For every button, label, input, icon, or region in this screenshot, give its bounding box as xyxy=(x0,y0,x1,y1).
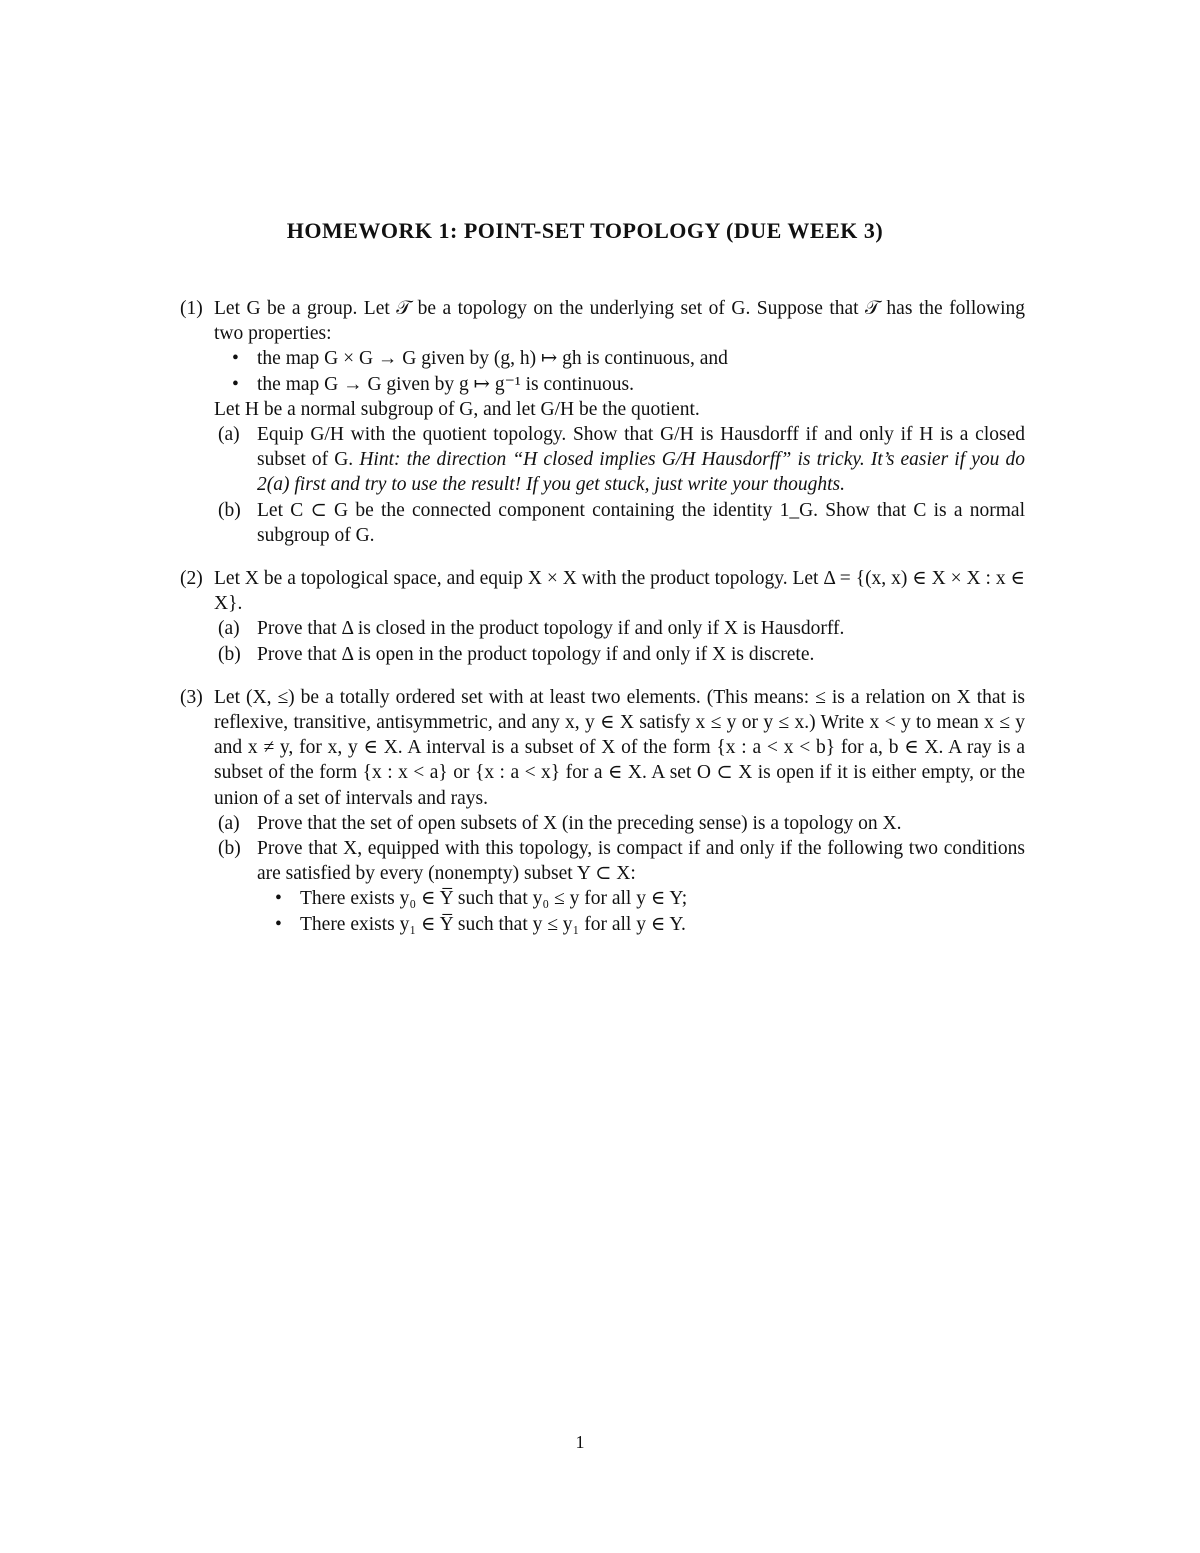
problem-body xyxy=(214,685,1025,937)
problem-intro: Let X be a topological space, and equip X × X with the product topology. Let Δ = {(x, x) ∈ X × X : x ∈ X}. xyxy=(214,568,1025,615)
list-item: • the map G → G given by g ↦ g⁻¹ is continuous. xyxy=(214,372,1025,397)
part-statement: Equip G/H with the quotient topology. Show that G/H is Hausdorff if and only if H is a closed subset of G. xyxy=(257,424,1025,471)
problem-intro: Let G be a group. Let 𝒯 be a topology on the underlying set of G. Suppose that 𝒯 has the following two properties: xyxy=(214,298,1025,345)
part-b xyxy=(214,642,1025,667)
problem-1 xyxy=(180,296,1025,548)
part-text: Prove that Δ is closed in the product topology if and only if X is Hausdorff. xyxy=(257,618,845,640)
part-a xyxy=(214,811,1025,836)
part-label: (b) xyxy=(218,838,241,860)
part-a xyxy=(214,422,1025,498)
part-b xyxy=(214,836,1025,937)
part-label: (b) xyxy=(218,643,241,665)
part-statement: Prove that X, equipped with this topology, is compact if and only if the following two conditions are satisfied by every (nonempty) subset Y ⊂ X: xyxy=(257,838,1025,885)
part-text: Prove that Δ is open in the product topology if and only if X is discrete. xyxy=(257,643,815,665)
problem-intro: Let (X, ≤) be a totally ordered set with at least two elements. (This means: ≤ is a relation on X that is reflexive, transitive, antisymmetric, and any x, y ∈ X satisfy x ≤ y or y ≤ x.) Write x < y to mean x ≤ y and x ≠ y, for x, y ∈ X. A interval is a subset of X of the form {x : a < x < b} for a, b ∈ X. A ray is a subset of the form {x : x < a} or {x : a < x} for a ∈ X. A set O ⊂ X is open if it is either empty, or the union of a set of intervals and rays. xyxy=(214,686,1025,809)
problem-list xyxy=(180,296,1025,955)
part-label: (a) xyxy=(218,618,240,640)
part-text: Prove that the set of open subsets of X (in the preceding sense) is a topology on X. xyxy=(257,812,902,834)
condition-list xyxy=(257,886,1025,936)
list-item: • the map G × G → G given by (g, h) ↦ gh is continuous, and xyxy=(214,346,1025,371)
part-text: Let C ⊂ G be the connected component containing the identity 1_G. Show that C is a normal subgroup of G. xyxy=(257,499,1025,546)
part-text xyxy=(257,836,1025,937)
problem-2 xyxy=(180,566,1025,667)
list-item: • There exists y₀ ∈ Y̅ such that y₀ ≤ y for all y ∈ Y; xyxy=(257,886,1025,911)
part-label: (a) xyxy=(218,424,240,446)
problem-body xyxy=(214,566,1025,667)
problem-label: (3) xyxy=(180,686,203,708)
problem-3 xyxy=(180,685,1025,937)
property-list xyxy=(214,346,1025,396)
part-a xyxy=(214,616,1025,641)
problem-after: Let H be a normal subgroup of G, and let G/H be the quotient. xyxy=(214,398,700,420)
problem-body xyxy=(214,296,1025,548)
hint-text: Hint: the direction “H closed implies G/H Hausdorff” is tricky. It’s easier if you do 2(a) first and try to use the result! If you get stuck, just write your thoughts. xyxy=(257,449,1026,496)
part-list xyxy=(214,422,1025,548)
list-item: • There exists y₁ ∈ Y̅ such that y ≤ y₁ for all y ∈ Y. xyxy=(257,912,1025,937)
part-label: (a) xyxy=(218,812,240,834)
part-text xyxy=(257,422,1025,498)
problem-label: (2) xyxy=(180,568,203,590)
part-b xyxy=(214,498,1025,548)
part-label: (b) xyxy=(218,499,241,521)
page-number: 1 xyxy=(575,1432,585,1452)
problem-label: (1) xyxy=(180,298,203,319)
part-list xyxy=(214,616,1025,666)
page-title: HOMEWORK 1: POINT-SET TOPOLOGY (DUE WEEK 3) xyxy=(286,218,884,243)
part-list xyxy=(214,811,1025,937)
